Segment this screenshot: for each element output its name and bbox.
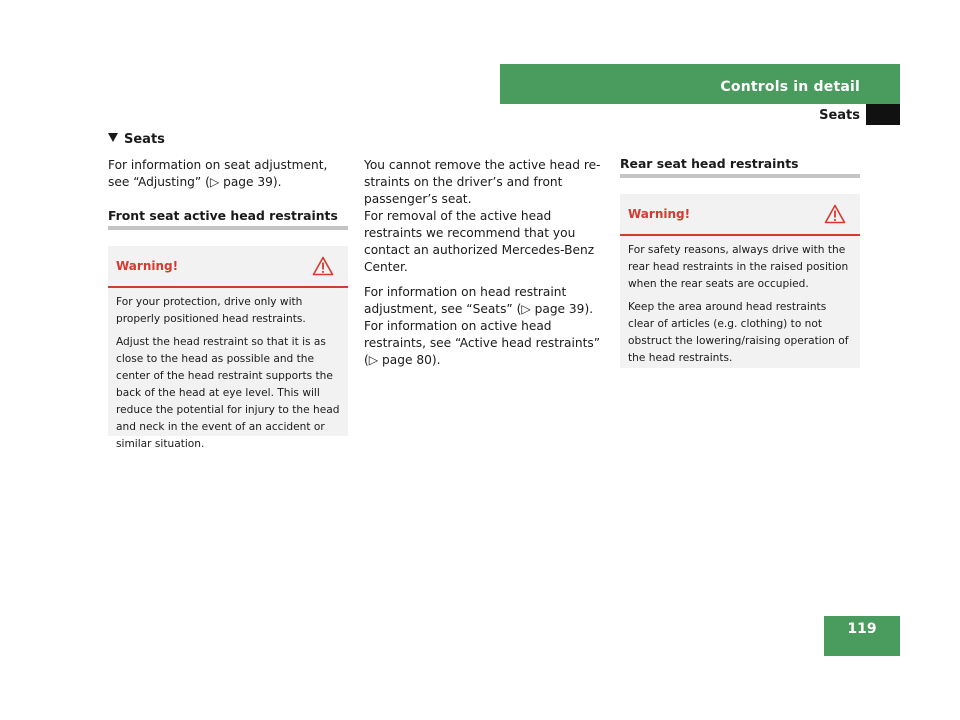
warning-triangle-icon <box>312 256 334 280</box>
warning-header <box>108 246 348 288</box>
chapter-title: Controls in detail <box>720 79 860 95</box>
rear-warning-box <box>620 194 860 368</box>
front-warning-box <box>108 246 348 450</box>
warning-header <box>620 194 860 236</box>
warning-triangle-icon <box>824 204 846 228</box>
section-title-text: Seats <box>124 132 165 147</box>
warning-label: Warning! <box>116 259 179 273</box>
warning-paragraph: Keep the area around head restraints clear of articles (e.g. clothing) to not obstruct the lowering/raising operation of the head restraints. <box>628 301 849 364</box>
warning-paragraph: Adjust the head restraint so that it is as close to the head as possible and the center of the head restraint supports the back of the head at eye level. This will reduce the potential for injury to the head and neck in the event of an accident or similar situation. <box>116 336 340 450</box>
section-header: Seats <box>819 108 860 123</box>
warning-body <box>620 236 860 379</box>
triangle-bullet-icon <box>108 133 118 142</box>
intro-paragraph: For information on seat adjustment, see “Adjusting” (▷ page 39). <box>108 158 328 189</box>
rear-restraints-heading: Rear seat head restraints <box>620 156 799 171</box>
body-paragraph: You cannot remove the active head restraints on the driver’s and front passenger’s seat. <box>364 158 601 206</box>
warning-body <box>108 288 348 465</box>
section-title <box>108 132 165 147</box>
warning-paragraph: For safety reasons, always drive with the rear head restraints in the raised position when the rear seats are occupied. <box>628 244 849 290</box>
warning-label: Warning! <box>628 207 691 221</box>
page-number: 119 <box>847 621 877 637</box>
section-marker <box>866 104 900 125</box>
front-restraints-heading: Front seat active head restraints <box>108 208 338 223</box>
warning-paragraph: For your protection, drive only with properly positioned head restraints. <box>116 296 306 325</box>
body-paragraph: For information on active head restraints, see “Active head restraints” (▷ page 80). <box>364 319 601 367</box>
body-paragraph: For removal of the active head restraints we recommend that you contact an authorized Mercedes-Benz Center. <box>364 209 595 274</box>
heading-rule <box>108 226 348 230</box>
heading-rule <box>620 174 860 178</box>
page-number-box <box>824 616 900 656</box>
chapter-header-band <box>500 64 900 104</box>
middle-column <box>364 157 606 377</box>
body-paragraph: For information on head restraint adjustment, see “Seats” (▷ page 39). <box>364 285 594 316</box>
